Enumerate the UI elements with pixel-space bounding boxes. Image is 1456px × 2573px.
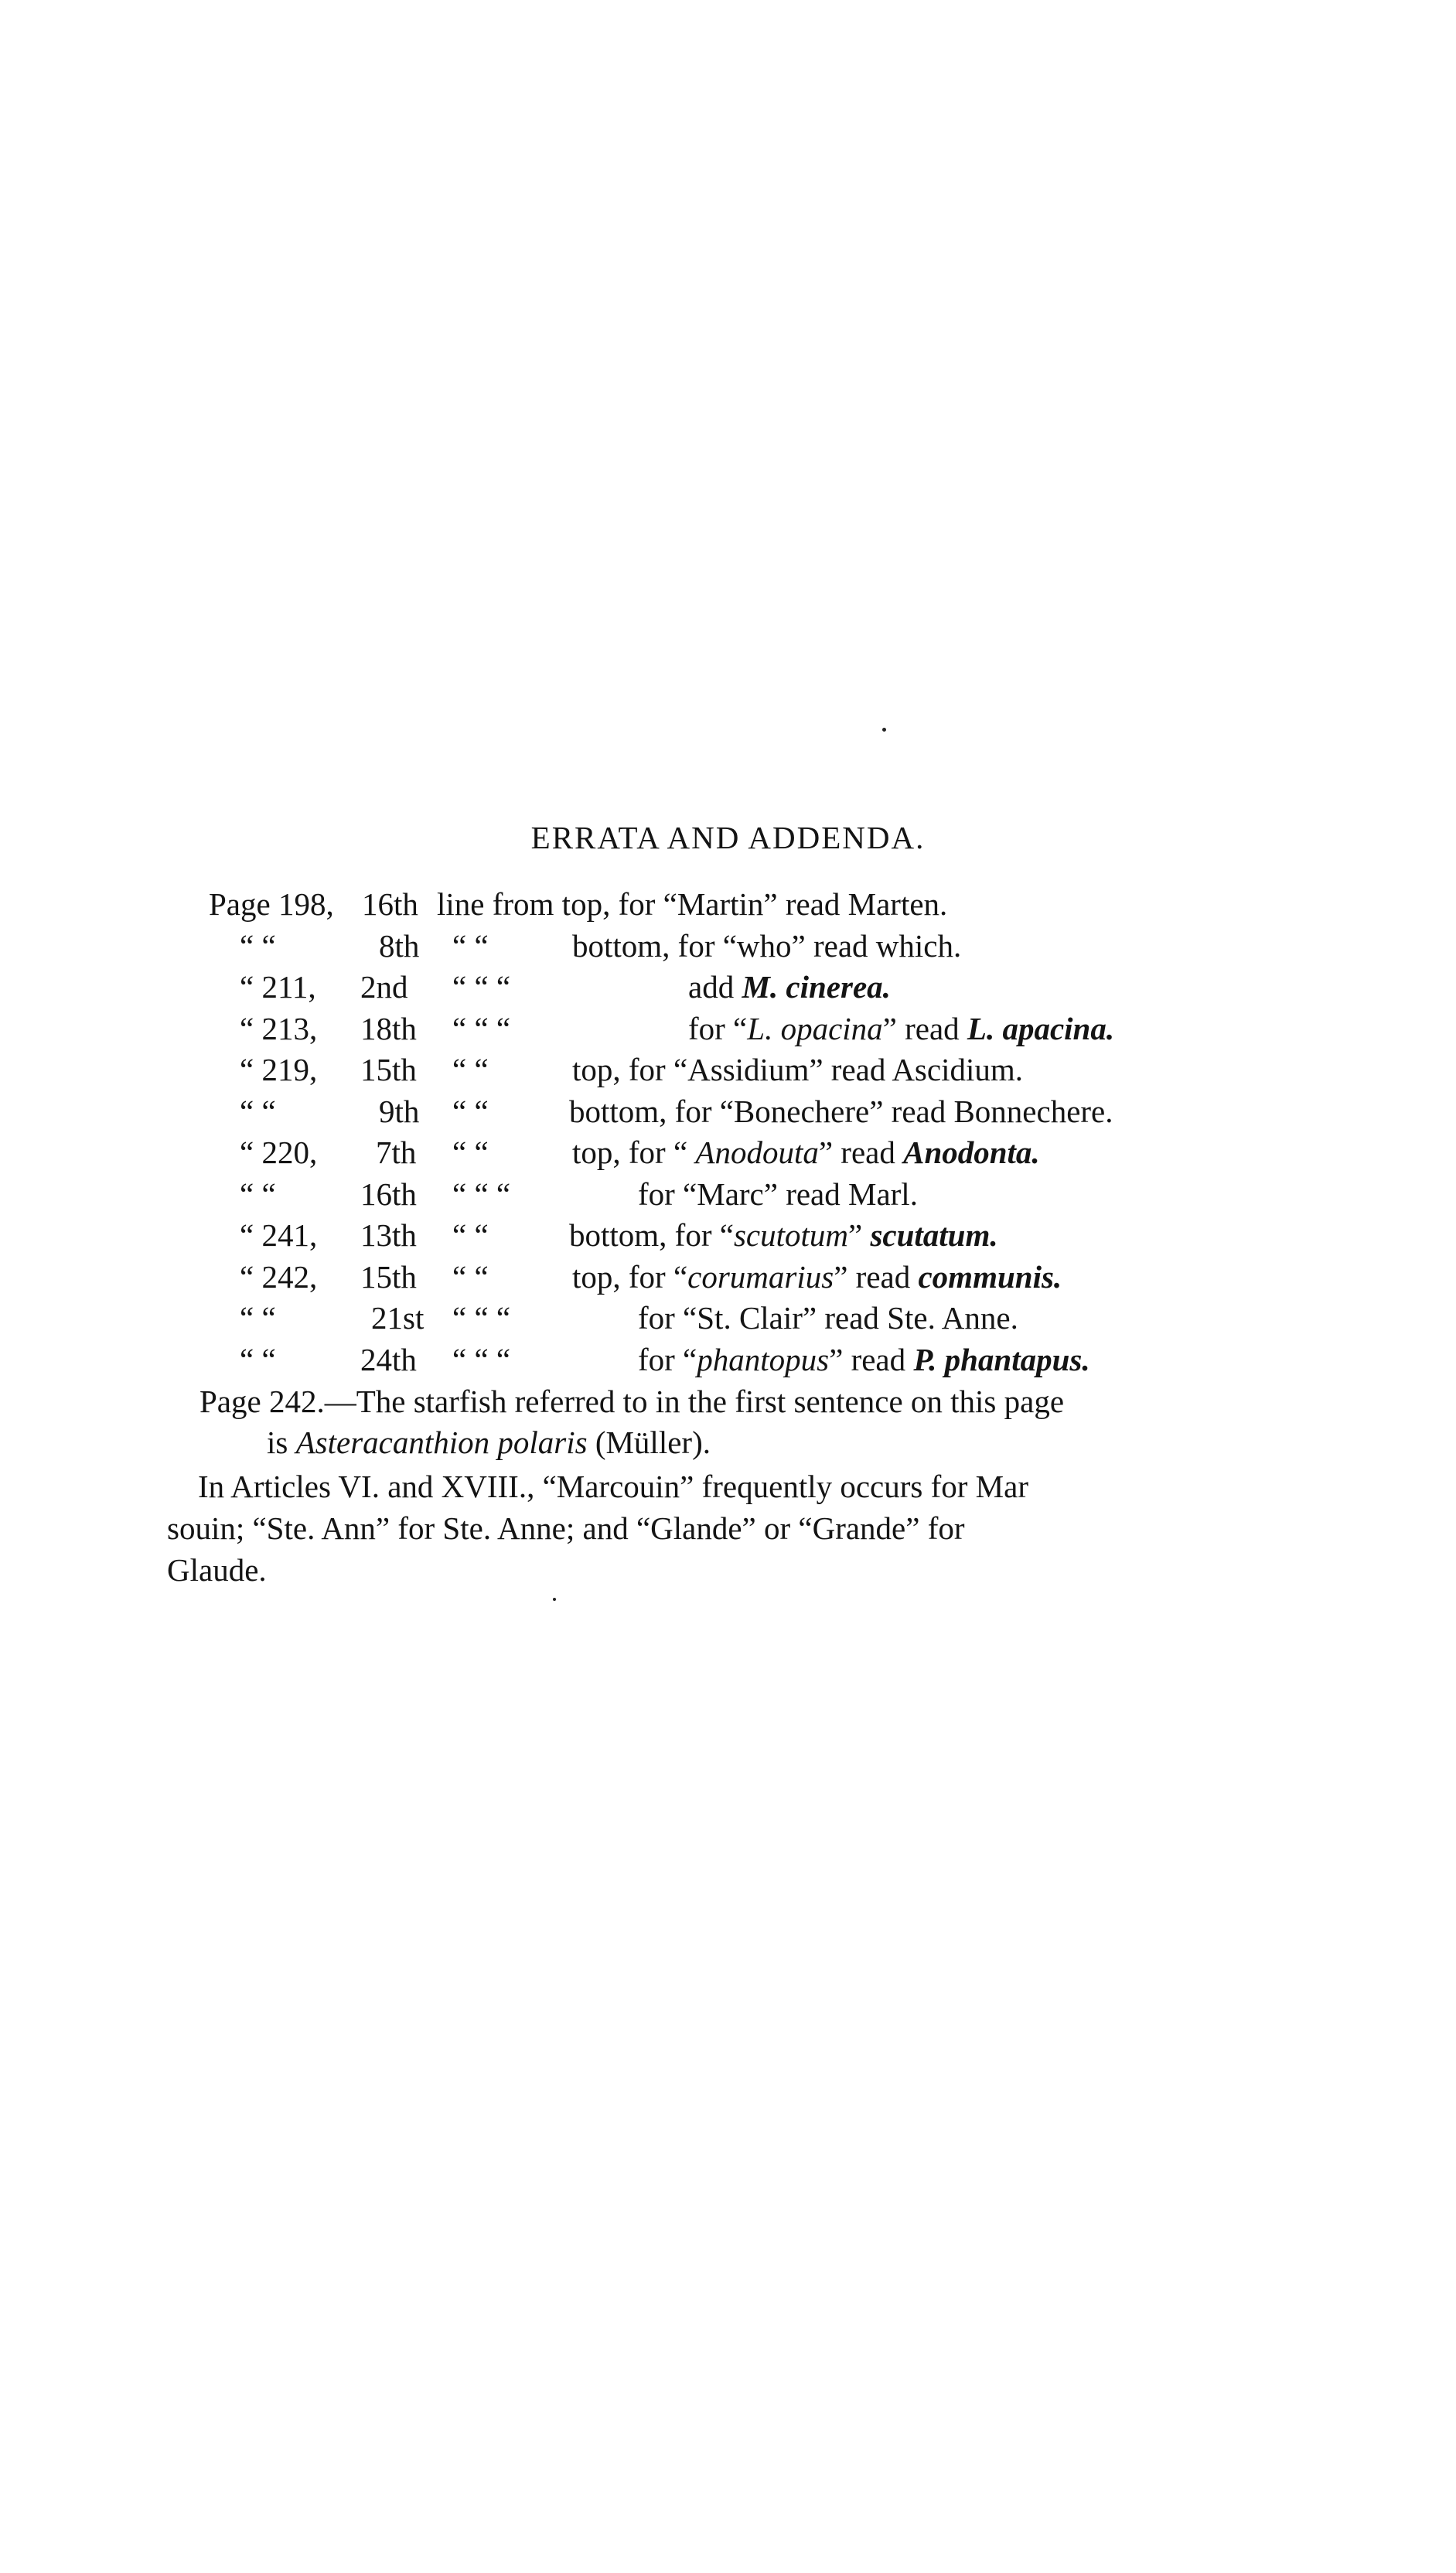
- correction-italic: Anodonta.: [903, 1135, 1040, 1170]
- note-italic: Asteracanthion polaris: [295, 1425, 588, 1460]
- errata-correction: for “Marc” read Marl.: [638, 1176, 918, 1212]
- errata-ditto-marks: “ “ “: [452, 1176, 511, 1212]
- note-text: (Müller).: [587, 1425, 711, 1460]
- errata-page-ref: “ “: [240, 1093, 276, 1129]
- articles-note-line2: souin; “Ste. Ann” for Ste. Anne; and “Glande” or “Grande” for: [167, 1510, 965, 1546]
- page-title: ERRATA AND ADDENDA.: [530, 820, 926, 855]
- correction-italic: scutatum.: [870, 1217, 998, 1253]
- errata-line-ref: 15th: [360, 1258, 417, 1295]
- correction-text: ” read: [882, 1010, 967, 1046]
- errata-correction: [572, 1257, 1062, 1298]
- correction-italic: L. apacina.: [967, 1010, 1115, 1046]
- errata-page-ref: “ 242,: [240, 1258, 318, 1295]
- errata-ditto-marks: “ “ “: [452, 1341, 511, 1377]
- errata-page-ref: “ 220,: [240, 1135, 318, 1170]
- note-page-242-line2: [267, 1422, 711, 1463]
- errata-ditto-marks: “ “: [452, 927, 489, 964]
- errata-correction: line from top, for “Martin” read Marten.: [437, 886, 948, 922]
- errata-ditto-marks: “ “ “: [452, 969, 511, 1005]
- ink-speck-bottom: [553, 1598, 556, 1601]
- errata-line-ref: 2nd: [360, 969, 408, 1005]
- errata-ditto-marks: “ “: [452, 1135, 489, 1170]
- errata-line-ref: 16th: [362, 886, 418, 922]
- errata-correction: [688, 1008, 1114, 1050]
- errata-line-ref: 21st: [371, 1300, 425, 1336]
- correction-italic: P. phantapus.: [913, 1341, 1090, 1377]
- correction-italic: Anodouta: [695, 1135, 819, 1170]
- correction-italic: phantopus: [697, 1341, 830, 1377]
- correction-text: ” read: [834, 1258, 919, 1295]
- errata-line-ref: 8th: [379, 927, 420, 964]
- correction-italic: communis.: [918, 1258, 1062, 1295]
- correction-text: for “: [638, 1341, 697, 1377]
- errata-correction: [638, 1339, 1090, 1381]
- errata-page-ref: “ “: [240, 1300, 276, 1336]
- correction-italic: scutotum: [733, 1217, 848, 1253]
- errata-ditto-marks: “ “: [452, 1217, 489, 1253]
- errata-page-ref: “ 213,: [240, 1010, 318, 1046]
- correction-text: ” read: [818, 1135, 904, 1170]
- note-page-242-line1: Page 242.—The starfish referred to in the first sentence on this page: [199, 1384, 1065, 1419]
- correction-italic: corumarius: [687, 1258, 834, 1295]
- errata-line-ref: 7th: [376, 1135, 417, 1170]
- errata-line-ref: 16th: [360, 1176, 417, 1212]
- errata-page-ref: “ 211,: [240, 969, 316, 1005]
- errata-ditto-marks: “ “ “: [452, 1010, 511, 1046]
- errata-ditto-marks: “ “: [452, 1093, 489, 1129]
- errata-correction: [688, 967, 891, 1008]
- errata-correction: for “St. Clair” read Ste. Anne.: [638, 1300, 1018, 1336]
- errata-line-ref: 15th: [360, 1052, 417, 1087]
- errata-page-ref: “ “: [240, 1341, 276, 1377]
- errata-line-ref: 24th: [360, 1341, 417, 1377]
- correction-text: top, for “: [572, 1258, 688, 1295]
- articles-note-line3: Glaude.: [167, 1552, 267, 1588]
- correction-text: for “: [688, 1010, 748, 1046]
- errata-line-ref: 18th: [360, 1010, 417, 1046]
- errata-ditto-marks: “ “: [452, 1258, 489, 1295]
- errata-page-ref: “ 241,: [240, 1217, 318, 1253]
- errata-correction: bottom, for “who” read which.: [572, 927, 962, 964]
- errata-page-ref: Page 198,: [209, 886, 334, 922]
- correction-text: bottom, for “: [569, 1217, 734, 1253]
- errata-line-ref: 13th: [360, 1217, 417, 1253]
- errata-page-ref: “ 219,: [240, 1052, 318, 1087]
- errata-line-ref: 9th: [379, 1093, 420, 1129]
- correction-text: ”: [847, 1217, 871, 1253]
- correction-text: top, for “: [572, 1135, 696, 1170]
- correction-italic: L. opacina: [747, 1010, 883, 1046]
- articles-note-line1: In Articles VI. and XVIII., “Marcouin” frequently occurs for Mar: [198, 1469, 1028, 1504]
- correction-text: ” read: [829, 1341, 914, 1377]
- correction-text: add: [688, 969, 742, 1005]
- errata-ditto-marks: “ “ “: [452, 1300, 511, 1336]
- errata-correction: top, for “Assidium” read Ascidium.: [572, 1052, 1024, 1087]
- correction-italic: M. cinerea.: [742, 969, 891, 1005]
- ink-speck-top: [882, 728, 886, 732]
- note-text: is: [267, 1425, 296, 1460]
- errata-correction: bottom, for “Bonechere” read Bonnechere.: [569, 1093, 1113, 1129]
- errata-page-ref: “ “: [240, 927, 276, 964]
- errata-ditto-marks: “ “: [452, 1052, 489, 1087]
- errata-correction: [569, 1215, 998, 1257]
- errata-page-ref: “ “: [240, 1176, 276, 1212]
- errata-correction: [572, 1132, 1040, 1174]
